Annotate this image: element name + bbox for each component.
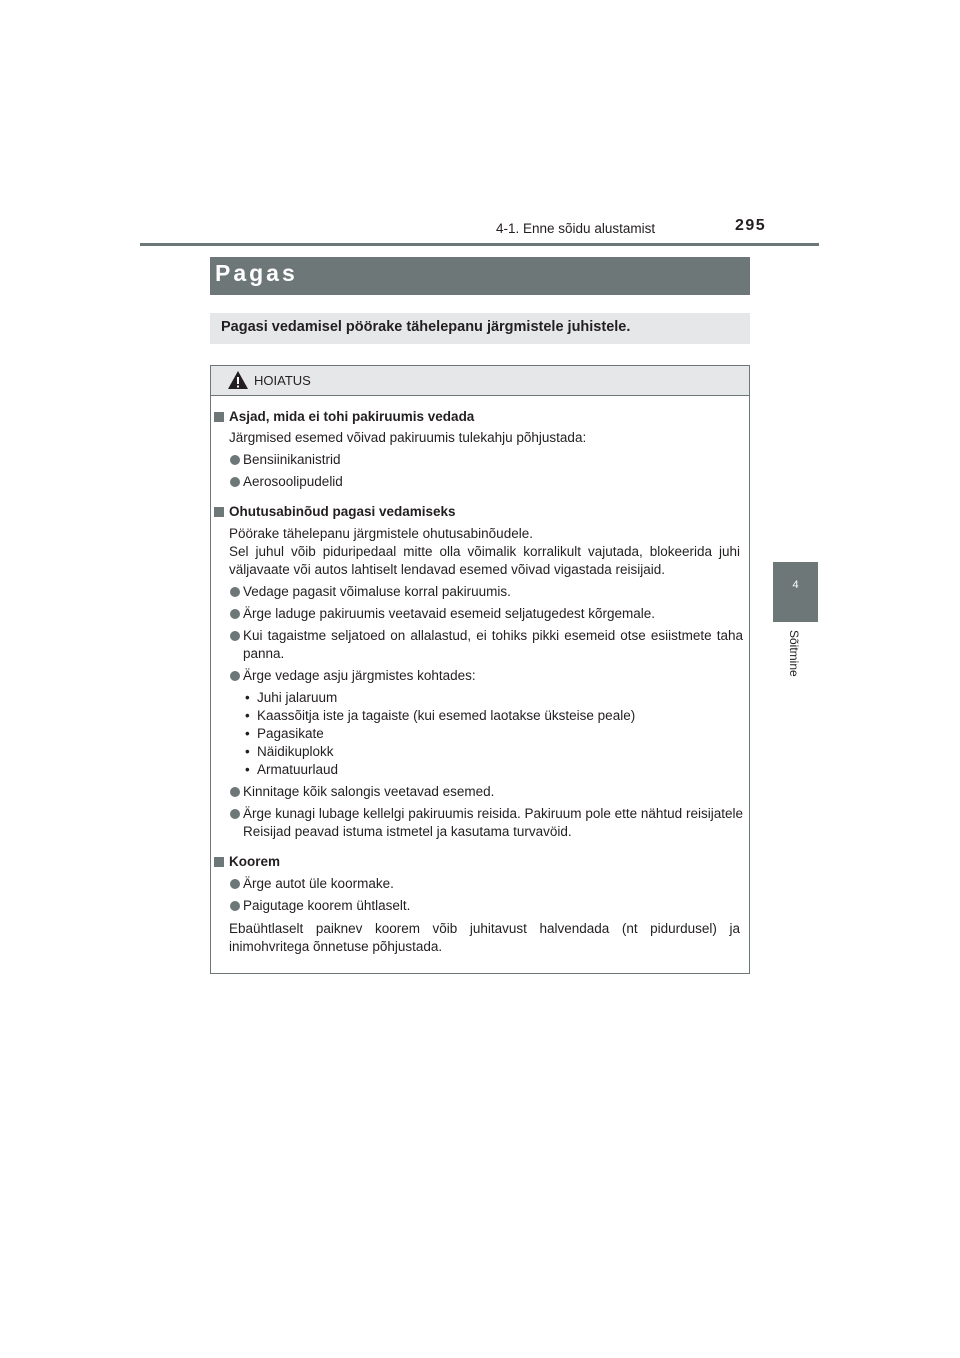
square-bullet-icon bbox=[214, 412, 224, 422]
paragraph: Sel juhul võib piduripedaal mitte olla võimalik korralikult vajutada, blokeerida juhi väljavaate või autos lahtiselt lendavad esemed võivad vigastada reisijaid. bbox=[229, 544, 740, 577]
bullet-icon bbox=[230, 879, 240, 889]
paragraph: Ebaühtlaselt paiknev koorem võib juhitavust halvendada (nt pidurdusel) ja inimohvritega õnnetuse põhjustada. bbox=[229, 921, 740, 954]
warning-label: HOIATUS bbox=[254, 373, 311, 388]
paragraph: Järgmised esemed võivad pakiruumis tulekahju põhjustada: bbox=[229, 430, 587, 445]
list-item: Ärge kunagi lubage kellelgi pakiruumis reisida. Pakiruum pole ette nähtud reisijatele Reisijad peavad istuma istmetel ja kasutama turvavöid. bbox=[211, 805, 749, 841]
bullet-icon bbox=[230, 477, 240, 487]
page-title: Pagas bbox=[215, 260, 298, 286]
section-label: 4-1. Enne sõidu alustamist bbox=[496, 221, 656, 236]
list-item: Ärge autot üle koormake. bbox=[211, 875, 749, 893]
warning-header bbox=[211, 366, 749, 396]
warning-box bbox=[210, 365, 750, 974]
sub-list-item: • Armatuurlaud bbox=[245, 762, 339, 777]
section-heading: Asjad, mida ei tohi pakiruumis vedada bbox=[211, 408, 749, 426]
warning-body bbox=[211, 396, 749, 956]
paragraph: Pöörake tähelepanu järgmistele ohutusabinõudele. bbox=[229, 526, 533, 541]
bullet-icon bbox=[230, 671, 240, 681]
list-item: Bensiinikanistrid bbox=[211, 451, 749, 469]
chapter-tab: 4 bbox=[773, 562, 818, 622]
bullet-icon bbox=[230, 587, 240, 597]
warning-icon bbox=[227, 370, 249, 390]
bullet-icon bbox=[230, 809, 240, 819]
sub-list-item: • Pagasikate bbox=[245, 726, 324, 741]
header-rule bbox=[140, 243, 819, 246]
list-item: Paigutage koorem ühtlaselt. bbox=[211, 897, 749, 915]
bullet-icon bbox=[230, 901, 240, 911]
bullet-icon bbox=[230, 631, 240, 641]
list-item: Ärge vedage asju järgmistes kohtades: bbox=[211, 667, 749, 685]
square-bullet-icon bbox=[214, 857, 224, 867]
sub-list-item: • Juhi jalaruum bbox=[245, 690, 338, 705]
intro-text: Pagasi vedamisel pöörake tähelepanu järgmistele juhistele. bbox=[221, 319, 631, 335]
title-bar bbox=[210, 257, 750, 295]
section-heading: Koorem bbox=[211, 853, 749, 871]
list-item: Vedage pagasit võimaluse korral pakiruumis. bbox=[211, 583, 749, 601]
list-item: Ärge laduge pakiruumis veetavaid esemeid seljatugedest kõrgemale. bbox=[211, 605, 749, 623]
list-item: Kui tagaistme seljatoed on allalastud, ei tohiks pikki esemeid otse esiistmete taha panna. bbox=[211, 627, 749, 663]
square-bullet-icon bbox=[214, 507, 224, 517]
section-heading: Ohutusabinõud pagasi vedamiseks bbox=[211, 503, 749, 521]
intro-box bbox=[210, 313, 750, 344]
page-number: 295 bbox=[735, 217, 767, 234]
bullet-icon bbox=[230, 609, 240, 619]
sub-list-item: • Näidikuplokk bbox=[245, 744, 334, 759]
chapter-label: Sõitmine bbox=[787, 630, 801, 677]
sub-list-item: • Kaassõitja iste ja tagaiste (kui esemed laotakse üksteise peale) bbox=[245, 708, 636, 723]
bullet-icon bbox=[230, 455, 240, 465]
bullet-icon bbox=[230, 787, 240, 797]
list-item: Aerosoolipudelid bbox=[211, 473, 749, 491]
list-item: Kinnitage kõik salongis veetavad esemed. bbox=[211, 783, 749, 801]
page-header bbox=[0, 0, 960, 250]
